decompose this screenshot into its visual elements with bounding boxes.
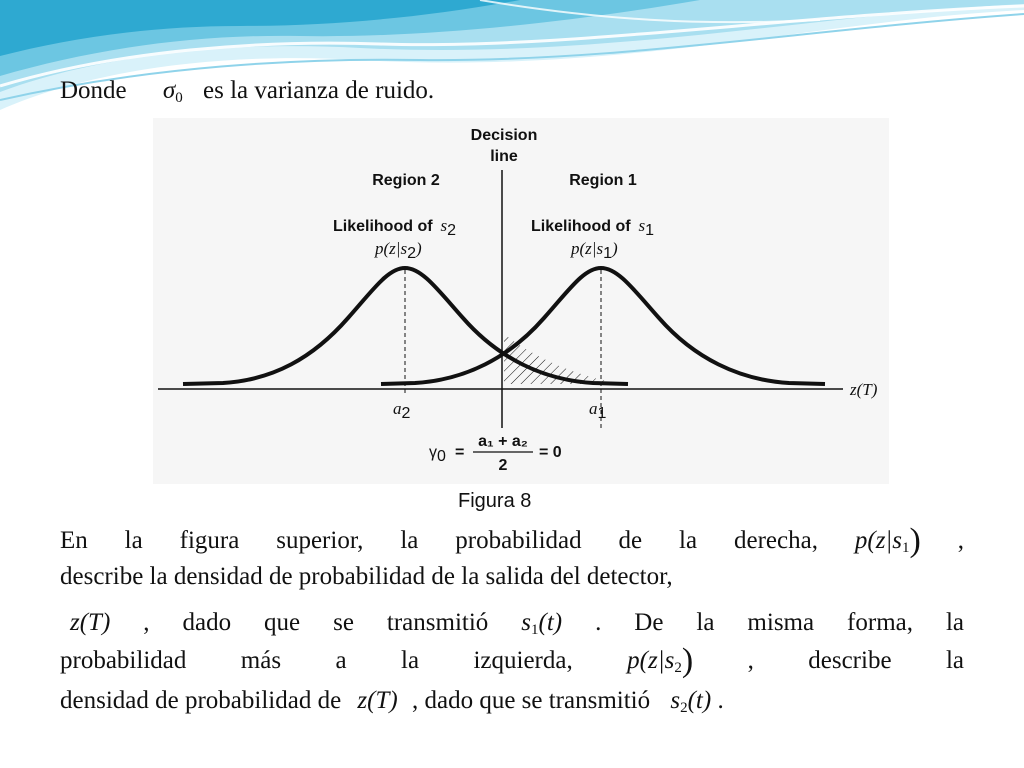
p-z-s2-main: p(z|s — [375, 239, 408, 258]
p-l5-math2-arg: (t) — [687, 687, 712, 714]
likelihood-s2-sub: 2 — [447, 222, 457, 239]
a2-var: a — [393, 399, 402, 418]
p-l2-text: describe la densidad de probabilidad de la salida del detector, — [60, 563, 673, 590]
likelihood-s1-var: s — [638, 216, 646, 235]
a2-sub: 2 — [401, 405, 411, 422]
a1-label — [589, 399, 607, 422]
p-l1-text: En la figura superior, la probabilidad de la derecha, — [60, 527, 818, 554]
p-l5-text2: , dado que se transmitió — [411, 687, 651, 714]
p-l3-math2-sub: 1 — [531, 622, 539, 638]
p-z-s2-label — [374, 239, 422, 262]
p-l3-math1: z(T) — [70, 609, 111, 636]
gamma-sub: 0 — [437, 448, 446, 465]
p-l4-math-main: p(z|s — [627, 647, 675, 674]
gamma-denominator: 2 — [498, 457, 508, 474]
paragraph-line-1 — [60, 522, 965, 563]
likelihood-s1-sub: 1 — [645, 222, 655, 239]
figure-panel — [153, 118, 889, 484]
gamma-equals: = — [455, 444, 465, 461]
p-l5-math2-main: s — [670, 687, 681, 714]
paragraph-line-4 — [60, 642, 965, 683]
gamma-char: γ — [429, 444, 437, 461]
likelihood-s1-label — [531, 216, 654, 239]
p-l5-end: . — [717, 687, 724, 714]
decision-line-label-2: line — [490, 148, 518, 165]
gamma-symbol — [429, 444, 446, 465]
decision-line-label-1: Decision — [470, 127, 538, 144]
p-l5-math2 — [670, 687, 711, 714]
sigma-char: σ — [162, 77, 176, 104]
p-l4-end: , describe la — [747, 647, 965, 674]
p-l4-math-sub: 2 — [674, 660, 682, 676]
likelihood-s2-var: s — [440, 216, 448, 235]
p-z-s1-sub: 1 — [603, 245, 612, 262]
paragraph-line-5 — [60, 686, 724, 723]
paragraph-line-3 — [70, 608, 964, 645]
p-l4-text: probabilidad más a la izquierda, — [60, 647, 573, 674]
z-axis-label: z(T) — [850, 380, 878, 399]
gamma-numerator: a₁ + a₂ — [478, 433, 528, 450]
p-l3-math2-arg: (t) — [538, 609, 563, 636]
p-l1-math-main: p(z|s — [854, 527, 903, 554]
paragraph-line-2 — [60, 562, 673, 592]
a1-sub: 1 — [597, 405, 607, 422]
p-l3-end: . De la misma forma, la — [595, 609, 965, 636]
figure-caption: Figura 8 — [458, 490, 532, 512]
likelihood-s1-text: Likelihood of — [531, 218, 631, 235]
p-l3-math2 — [521, 609, 562, 636]
p-l5-math2-sub: 2 — [680, 700, 688, 716]
likelihood-s2-text: Likelihood of — [333, 218, 433, 235]
p-l3-text: , dado que se transmitió — [143, 609, 489, 636]
p-z-s1-label — [570, 239, 618, 262]
p-z-s1-main: p(z|s — [571, 239, 604, 258]
curve-p-z-s1 — [381, 268, 825, 384]
intro-word: Donde — [60, 77, 127, 104]
gamma-rhs: = 0 — [539, 444, 562, 461]
intro-line — [60, 76, 434, 113]
a1-var: a — [589, 399, 598, 418]
p-l1-end: , — [957, 527, 965, 554]
p-l4-math: $p(z|s_2)$ — [627, 642, 694, 679]
p-l3-math2-main: s — [521, 609, 531, 636]
p-z-s2-sub: 2 — [407, 245, 416, 262]
p-l5-math1: z(T) — [357, 687, 398, 714]
intro-rest: es la varianza de ruido. — [203, 77, 435, 104]
region-1-label: Region 1 — [569, 172, 637, 189]
a2-label — [393, 399, 411, 422]
region-2-label: Region 2 — [372, 172, 440, 189]
p-z-s1-close: ) — [611, 239, 618, 258]
likelihood-figure — [153, 118, 889, 484]
sigma-subscript: 0 — [175, 90, 183, 106]
p-z-s2-close: ) — [415, 239, 422, 258]
likelihood-s2-label — [333, 216, 456, 239]
sigma-symbol — [163, 77, 183, 104]
p-l5-text: densidad de probabilidad de — [60, 687, 342, 714]
p-l1-math-sub: 1 — [902, 540, 910, 556]
p-l1-math: $p(z|s_1)$ — [854, 522, 921, 559]
